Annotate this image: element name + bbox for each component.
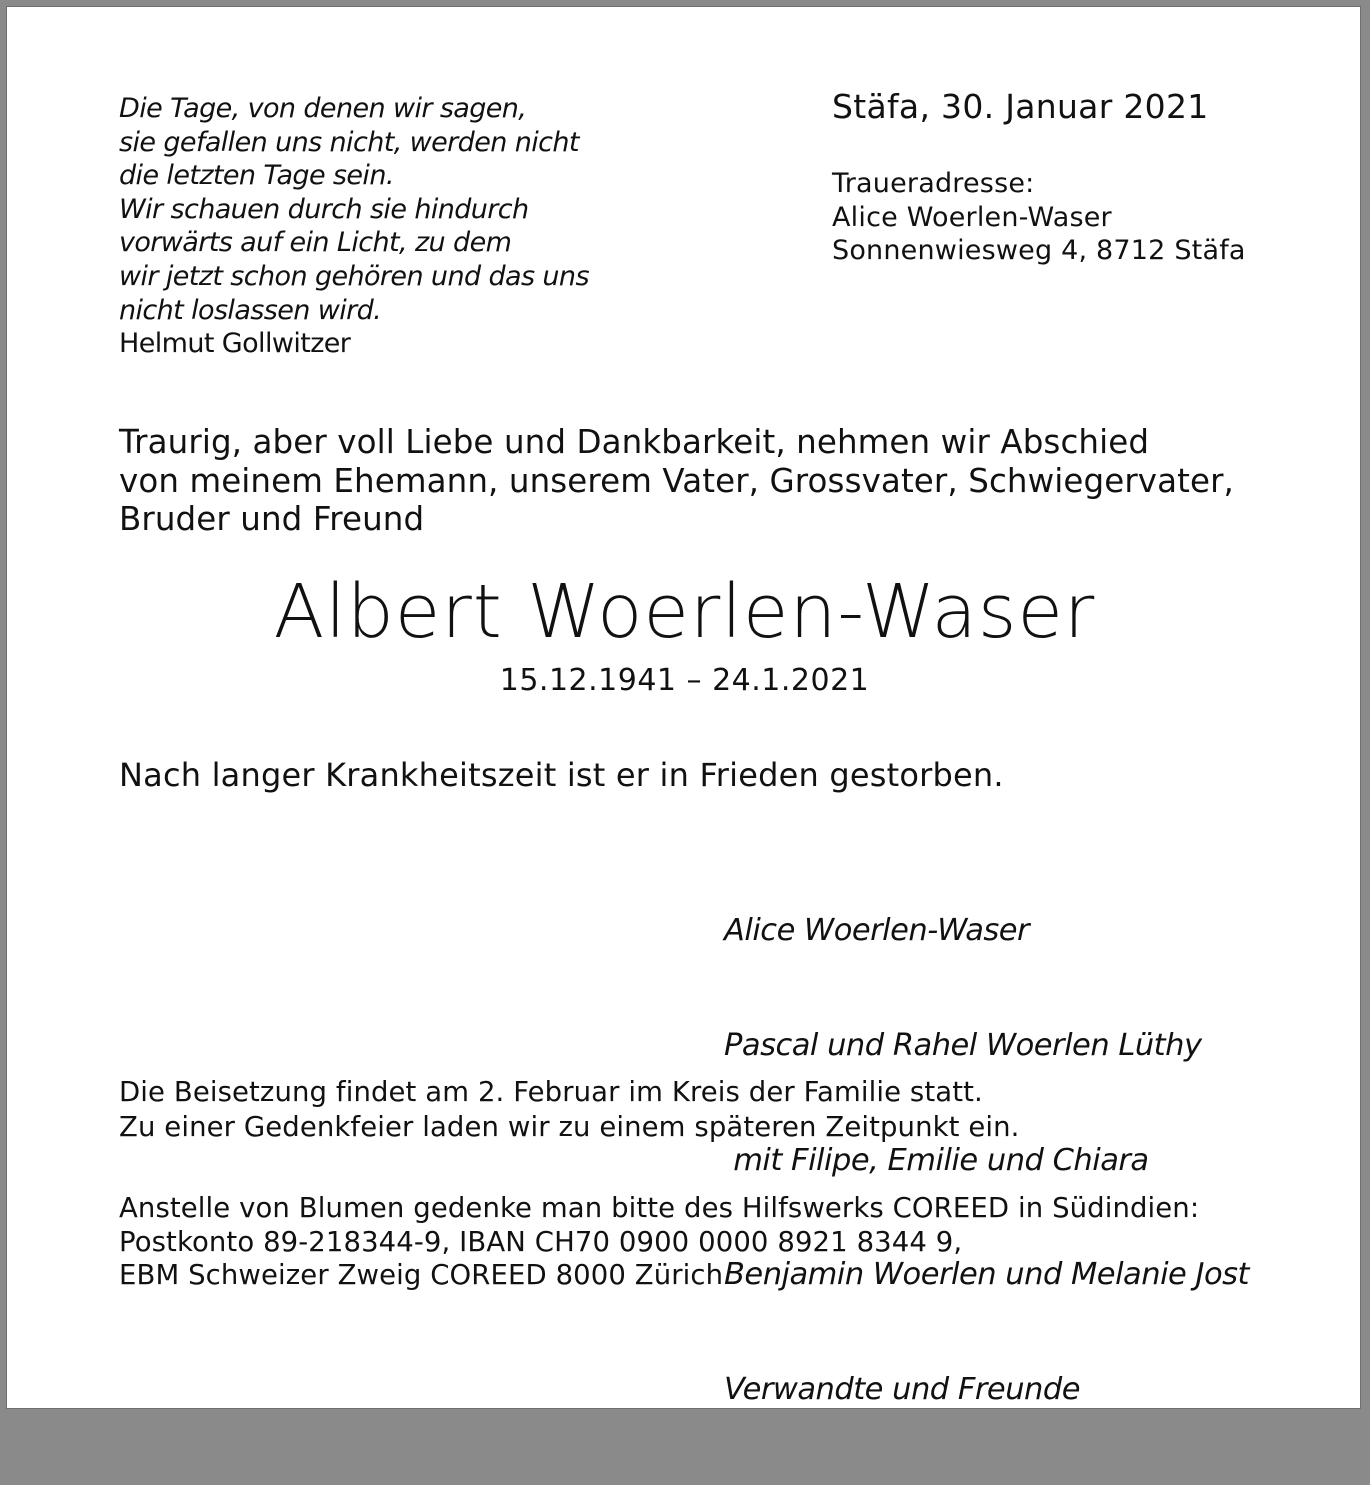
obituary-page (6, 6, 1361, 1409)
address-label: Traueradresse: (832, 168, 1035, 199)
deceased-dates: 15.12.1941 – 24.1.2021 (499, 663, 870, 698)
poem-line: Wir schauen durch sie hindurch (119, 193, 529, 225)
intro-line: Bruder und Freund (119, 500, 425, 539)
intro-text (119, 423, 1234, 539)
place-date: Stäfa, 30. Januar 2021 (832, 87, 1209, 126)
mourner-line: Benjamin Woerlen und Melanie Jost (724, 1257, 1250, 1293)
poem-line: die letzten Tage sein. (119, 160, 394, 192)
mourner-line: mit Filipe, Emilie und Chiara (724, 1142, 1149, 1178)
donation-line: Postkonto 89-218344-9, IBAN CH70 0900 0000 8921 8344 9, (119, 1225, 963, 1258)
poem-author: Helmut Gollwitzer (119, 328, 351, 360)
poem-line: wir jetzt schon gehören und das uns (119, 260, 589, 292)
mourners-list (724, 836, 1249, 1485)
mourner-line: Pascal und Rahel Woerlen Lüthy (724, 1028, 1202, 1064)
address-street: Sonnenwiesweg 4, 8712 Stäfa (832, 235, 1246, 267)
poem-line: Die Tage, von denen wir sagen, (119, 93, 527, 124)
poem-line: nicht loslassen wird. (119, 294, 382, 326)
poem-line: vorwärts auf ein Licht, zu dem (119, 227, 512, 259)
intro-line: Traurig, aber voll Liebe und Dankbarkeit, nehmen wir Abschied (119, 423, 1150, 461)
funeral-line: Zu einer Gedenkfeier laden wir zu einem späteren Zeitpunkt ein. (119, 1110, 1020, 1143)
address-name: Alice Woerlen-Waser (832, 201, 1112, 233)
poem-line: sie gefallen uns nicht, werden nicht (119, 126, 579, 158)
death-note: Nach langer Krankheitszeit ist er in Frieden gestorben. (119, 756, 1004, 794)
mourning-address (832, 167, 1246, 268)
deceased-name: Albert Woerlen-Waser (273, 569, 1096, 655)
donation-line: Anstelle von Blumen gedenke man bitte des Hilfswerks COREED in Südindien: (119, 1192, 1200, 1224)
funeral-info (119, 1075, 1020, 1144)
funeral-line: Die Beisetzung findet am 2. Februar im Kreis der Familie statt. (119, 1076, 983, 1108)
mourner-line: Alice Woerlen-Waser (724, 913, 1030, 949)
donation-line: EBM Schweizer Zweig COREED 8000 Zürich (119, 1259, 724, 1291)
intro-line: von meinem Ehemann, unserem Vater, Grossvater, Schwiegervater, (119, 461, 1234, 500)
mourner-line: Verwandte und Freunde (724, 1371, 1080, 1407)
poem-block (119, 92, 589, 361)
donation-info (119, 1192, 1199, 1293)
